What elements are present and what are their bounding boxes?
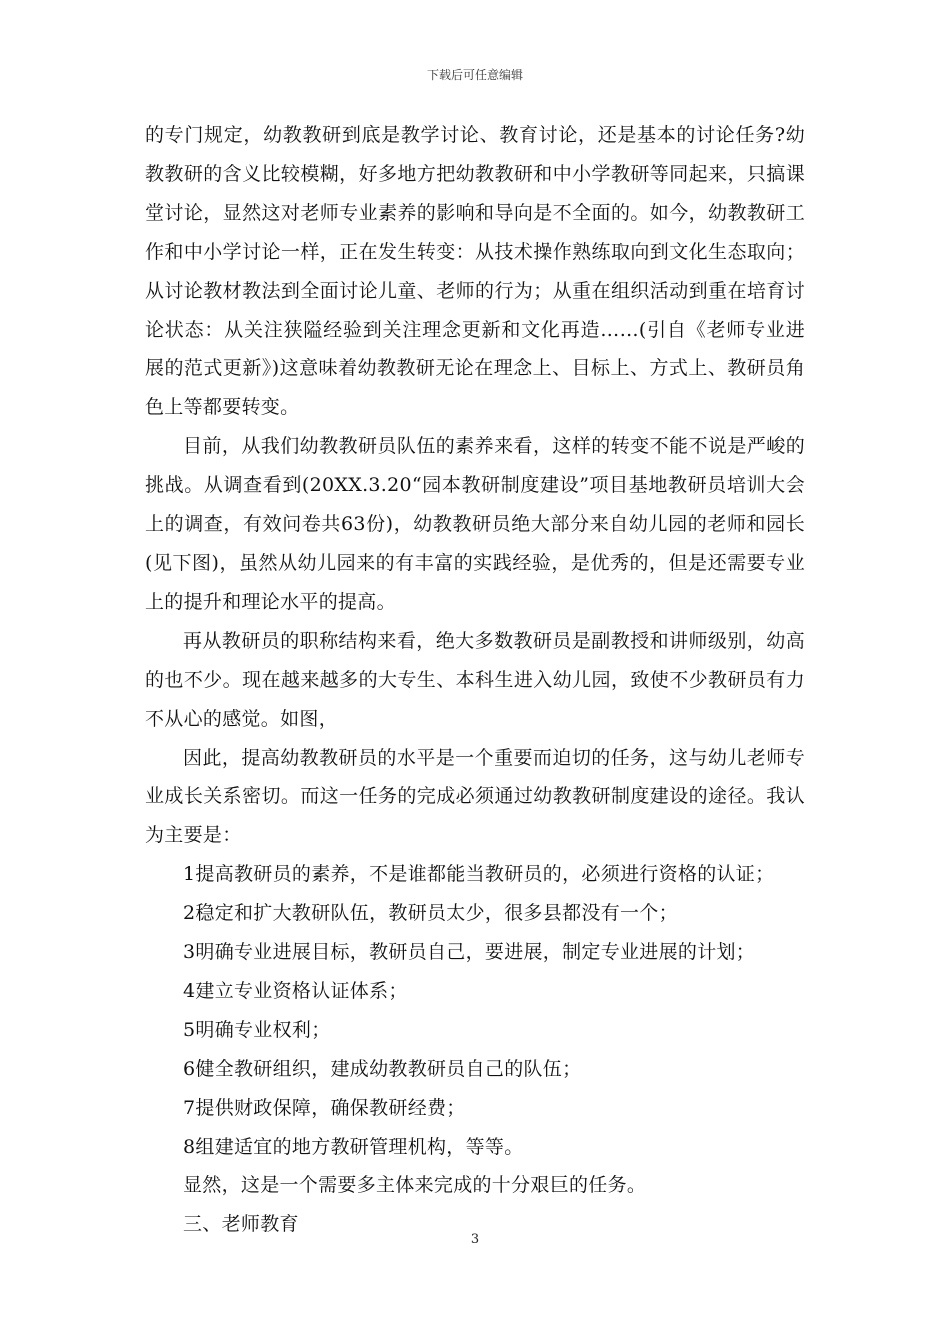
paragraph: 因此，提高幼教教研员的水平是一个重要而迫切的任务，这与幼儿老师专业成长关系密切。而这一任务的完成必须通过幼教教研制度建设的途径。我认为主要是： <box>145 746 805 847</box>
list-item: 8组建适宜的地方教研管理机构，等等。 <box>183 1135 524 1158</box>
page-header: 下载后可任意编辑 <box>426 68 523 82</box>
closing-paragraph: 显然，这是一个需要多主体来完成的十分艰巨的任务。 <box>183 1174 647 1197</box>
paragraph: 目前，从我们幼教教研员队伍的素养来看，这样的转变不能不说是严峻的挑战。从调查看到(20XX.3.20“园本教研制度建设”项目基地教研员培训大会上的调查，有效问卷共63份)，幼教教研员绝大部分来自幼儿园的老师和园长(见下图)，虽然从幼儿园来的有丰富的实践经验，是优秀的，但是还需要专业上的提升和理论水平的提高。 <box>145 435 805 613</box>
list-item: 1提高教研员的素养，不是谁都能当教研员的，必须进行资格的认证； <box>183 863 775 886</box>
list-item: 6健全教研组织，建成幼教教研员自己的队伍； <box>183 1057 582 1080</box>
paragraph: 的专门规定，幼教教研到底是教学讨论、教育讨论，还是基本的讨论任务?幼教教研的含义比较模糊，好多地方把幼教教研和中小学教研等同起来，只搞课堂讨论，显然这对老师专业素养的影响和导向是不全面的。如今，幼教教研工作和中小学讨论一样，正在发生转变：从技术操作熟练取向到文化生态取向；从讨论教材教法到全面讨论儿童、老师的行为；从重在组织活动到重在培育讨论状态：从关注狭隘经验到关注理念更新和文化再造……(引自《老师专业进展的范式更新》)这意味着幼教教研无论在理念上、目标上、方式上、教研员角色上等都要转变。 <box>145 124 805 419</box>
list-item: 3明确专业进展目标，教研员自己，要进展，制定专业进展的计划； <box>183 941 756 964</box>
list-item: 2稳定和扩大教研队伍，教研员太少，很多县都没有一个； <box>183 902 678 925</box>
document-body <box>145 116 805 1244</box>
section-heading: 三、老师教育 <box>183 1213 299 1236</box>
list-item: 7提供财政保障，确保教研经费； <box>183 1096 466 1119</box>
list-item: 5明确专业权利； <box>183 1018 331 1041</box>
list-item: 4建立专业资格认证体系； <box>183 979 408 1002</box>
page-number: 3 <box>470 1232 480 1247</box>
paragraph: 再从教研员的职称结构来看，绝大多数教研员是副教授和讲师级别，幼高的也不少。现在越来越多的大专生、本科生进入幼儿园，致使不少教研员有力不从心的感觉。如图， <box>145 629 805 730</box>
